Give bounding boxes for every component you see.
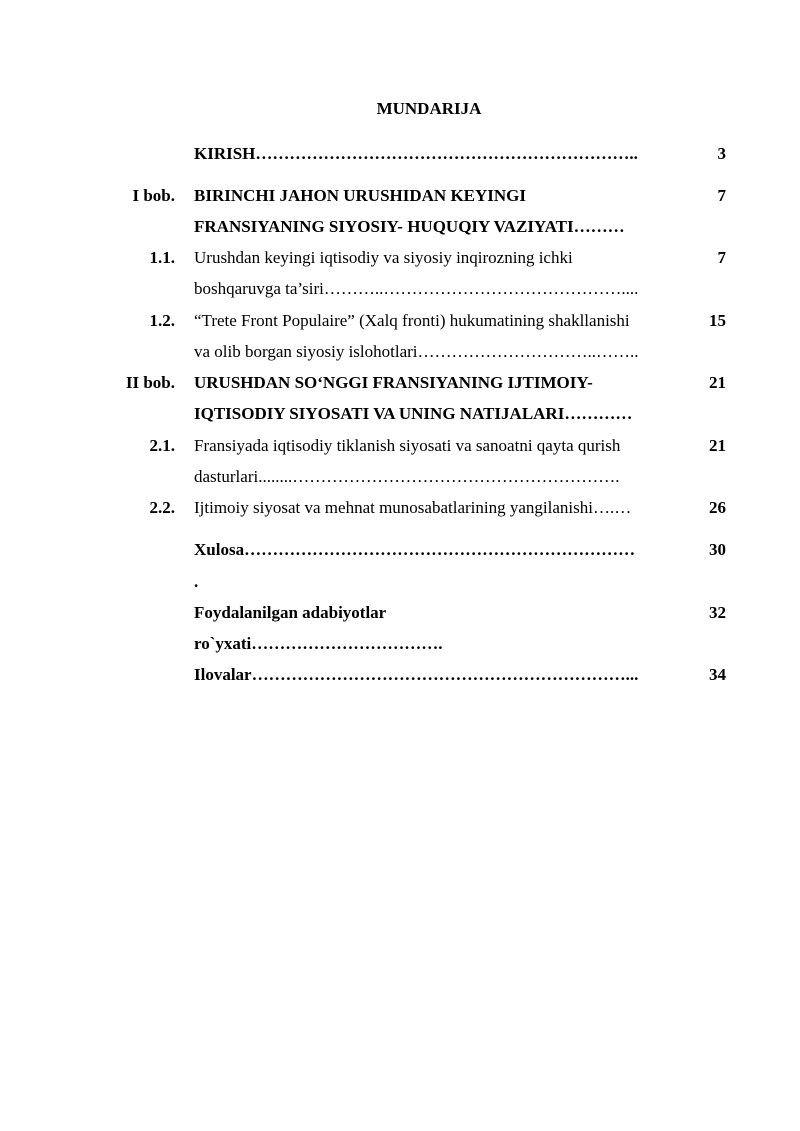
toc-entry-title-line: Fransiyada iqtisodiy tiklanish siyosati va sanoatni qayta qurish [194,436,621,455]
toc-entry-title-line: va olib borgan siyosiy islohotlari…………………………..…….. [194,342,639,361]
page-title: MUNDARIJA [376,99,482,118]
toc-entry-title-line: . [194,572,199,591]
toc-entry-title-line: URUSHDAN SO‘NGGI FRANSIYANING IJTIMOIY- [194,373,593,392]
toc-entry-title-line: Foydalanilgan adabiyotlar [194,603,387,622]
toc-entry-title-line: Xulosa…………………………………………………………… [194,540,636,559]
toc-entry-page-number: 7 [717,248,726,267]
toc-entry-number: I bob. [132,186,175,205]
toc-entry-title-line: Urushdan keyingi iqtisodiy va siyosiy inqirozning ichki [194,248,573,267]
toc-entry-number: 2.2. [149,498,175,517]
toc-entry-title-line: boshqaruvga ta’siri………..…………………………………….... [194,279,639,298]
toc-entry-page-number: 26 [709,498,726,517]
toc-entry-page-number: 30 [709,540,726,559]
toc-entry-title-line: ro`yxati……………………………. [194,634,443,653]
toc-entry-page-number: 21 [709,373,726,392]
toc-entry-number: II bob. [125,373,175,392]
toc-entry-page-number: 34 [709,665,726,684]
toc-entry-title-line: FRANSIYANING SIYOSIY- HUQUQIY VAZIYATI……… [194,217,625,236]
toc-entry-number: 2.1. [149,436,175,455]
toc-entry-page-number: 3 [717,144,726,163]
toc-entry-title-line: IQTISODIY SIYOSATI VA UNING NATIJALARI………… [194,404,633,423]
toc-entry-number: 1.2. [149,311,175,330]
toc-entry-title-line: Ijtimoiy siyosat va mehnat munosabatlarining yangilanishi….… [194,498,632,517]
toc-entry-page-number: 21 [709,436,726,455]
toc-entry-page-number: 15 [709,311,726,330]
toc-entry-title-line: KIRISH………………………………………………………….. [194,144,638,163]
toc-entry-page-number: 7 [717,186,726,205]
toc-entry-title-line: “Trete Front Populaire” (Xalq fronti) hukumatining shakllanishi [194,311,630,330]
toc-entry-page-number: 32 [709,603,726,622]
toc-entry-title-line: Ilovalar…………………………………………………………... [194,665,639,684]
toc-entry-title-line: BIRINCHI JAHON URUSHIDAN KEYINGI [194,186,527,205]
toc-entry-title-line: dasturlari........…………………………………………………. [194,467,620,486]
toc-entry-number: 1.1. [149,248,175,267]
